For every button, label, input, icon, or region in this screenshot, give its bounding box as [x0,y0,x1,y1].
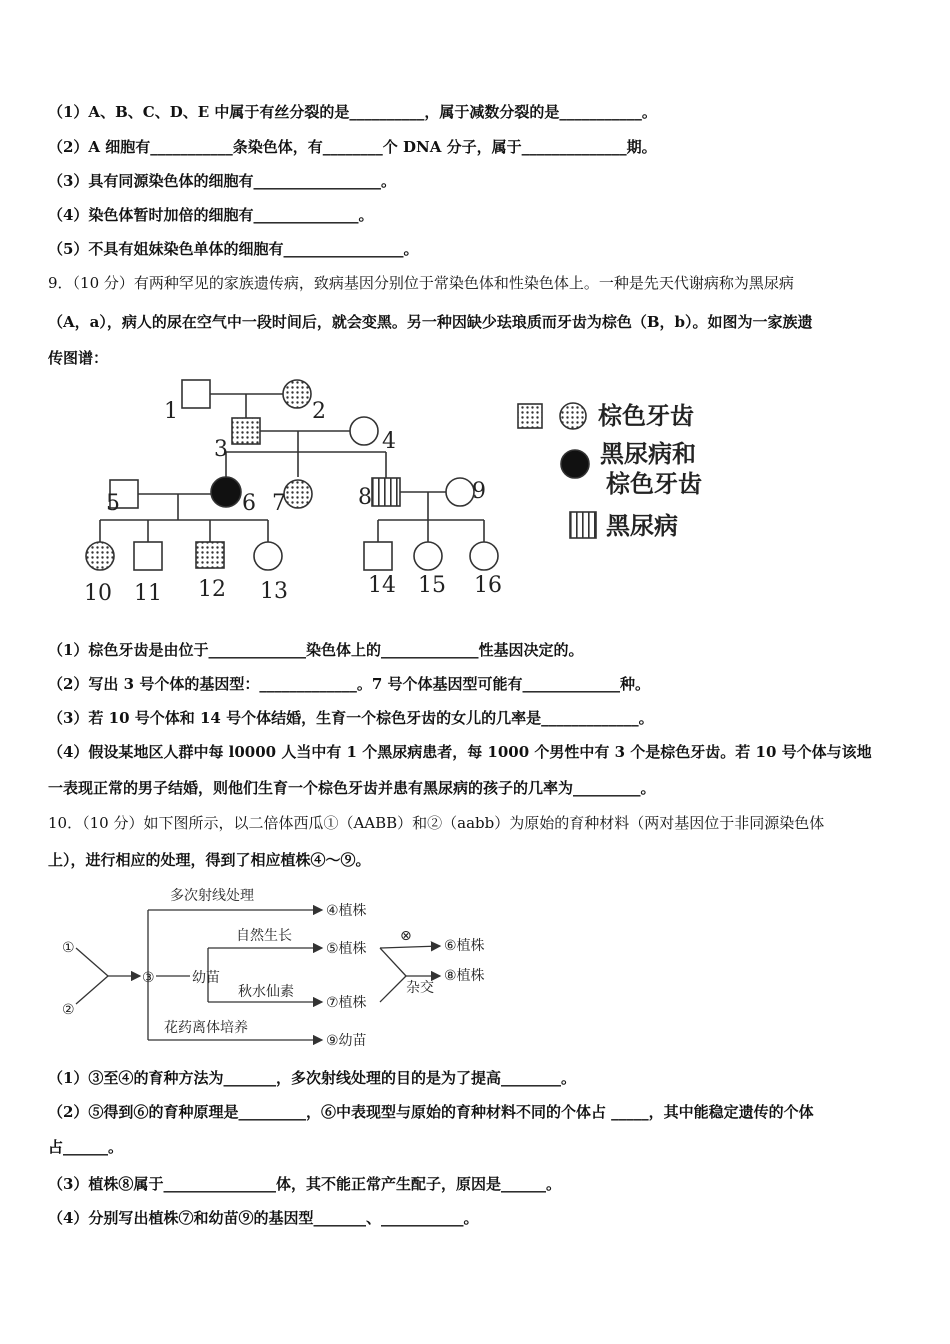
ped-label-4: 4 [382,429,396,454]
flow-seedling-9: ⑨幼苗 [326,1033,367,1049]
q8-line-3: （3）具有同源染色体的细胞有_________________。 [48,172,396,190]
flow-cross: 杂交 [406,980,434,996]
breeding-flow-diagram [50,880,520,1060]
flow-plant-4: ④植株 [326,903,367,919]
ped-label-13: 13 [260,579,288,604]
ped-ind-16 [470,542,498,570]
ped-ind-13 [254,542,282,570]
ped-ind-14 [364,542,392,570]
q8-line-1: （1）A、B、C、D、E 中属于有丝分裂的是__________，属于减数分裂的是___________。 [48,103,657,121]
ped-label-14: 14 [368,573,396,598]
q9-stem-line-3: 传图谱： [48,349,109,367]
q10-question-2: （2）⑤得到⑥的育种原理是_________，⑥中表现型与原始的育种材料不同的个体占 _____，其中能稳定遗传的个体 [48,1103,814,1121]
flow-colchicine: 秋水仙素 [238,984,294,1000]
flow-seedling: 幼苗 [192,970,220,986]
q8-line-5: （5）不具有姐妹染色单体的细胞有________________。 [48,240,419,258]
q9-stem-line-2: （A，a），病人的尿在空气中一段时间后，就会变黑。另一种因缺少珐琅质而牙齿为棕色（B，b）。如图为一家族遗 [48,313,813,331]
ped-label-8: 8 [358,485,372,510]
ped-ind-15 [414,542,442,570]
legend-brown-teeth: 棕色牙齿 [598,402,694,430]
flow-radiation: 多次射线处理 [170,888,254,904]
q10-question-3: （3）植株⑧属于_______________体，其不能正常产生配子，原因是______。 [48,1175,561,1193]
ped-label-5: 5 [106,491,120,516]
q10-stem-line-2: 上），进行相应的处理，得到了相应植株④～⑨。 [48,851,371,869]
ped-label-11: 11 [134,581,162,606]
q9-stem-line-1: 9．（10 分）有两种罕见的家族遗传病，致病基因分别位于常染色体和性染色体上。一种是先天代谢病称为黑尿病 [48,274,794,292]
ped-ind-2 [283,380,311,408]
flow-anther-culture: 花药离体培养 [164,1020,248,1036]
flow-node-2: ② [62,1002,75,1018]
q10-question-4: （4）分别写出植株⑦和幼苗⑨的基因型_______、___________。 [48,1209,479,1227]
q9-question-4-cont: 一表现正常的男子结婚，则他们生育一个棕色牙齿并患有黑尿病的孩子的几率为_________。 [48,779,656,797]
q9-question-4: （4）假设某地区人群中每 l0000 人当中有 1 个黑尿病患者，每 1000 个男性中有 3 个是棕色牙齿。若 10 号个体与该地 [48,743,872,761]
q9-question-3: （3）若 10 号个体和 14 号个体结婚，生育一个棕色牙齿的女儿的几率是_____________。 [48,709,654,727]
ped-label-7: 7 [272,491,286,516]
q9-question-1: （1）棕色牙齿是由位于_____________染色体上的_____________性基因决定的。 [48,641,584,659]
flow-node-1: ① [62,940,75,956]
q8-line-2: （2）A 细胞有___________条染色体，有________个 DNA 分子，属于______________期。 [48,138,657,156]
flow-plant-5: ⑤植株 [326,941,367,957]
legend-alkaptonuria: 黑尿病 [606,512,678,540]
ped-label-15: 15 [418,573,446,598]
legend-both-line1: 黑尿病和 [600,440,696,468]
ped-ind-3 [232,418,260,444]
flow-plant-8: ⑧植株 [444,968,485,984]
ped-ind-12 [196,542,224,568]
ped-label-9: 9 [472,479,486,504]
ped-ind-1 [182,380,210,408]
flow-natural-growth: 自然生长 [236,928,292,944]
q10-question-1: （1）③至④的育种方法为_______，多次射线处理的目的是为了提高________。 [48,1069,576,1087]
q10-question-2-cont: 占______。 [48,1138,124,1156]
flow-plant-6: ⑥植株 [444,938,485,954]
ped-ind-6 [211,477,241,507]
ped-label-12: 12 [198,577,226,602]
ped-ind-7 [284,480,312,508]
ped-ind-9 [446,478,474,506]
q10-stem-line-1: 10．（10 分）如下图所示，以二倍体西瓜①（AABB）和②（aabb）为原始的育种材料（两对基因位于非同源染色体 [48,814,825,832]
ped-label-10: 10 [84,581,112,606]
ped-label-6: 6 [242,491,256,516]
q9-question-2: （2）写出 3 号个体的基因型：_____________。7 号个体基因型可能有_____________种。 [48,675,650,693]
legend-brown-square [518,404,542,428]
ped-ind-4 [350,417,378,445]
ped-ind-11 [134,542,162,570]
legend-both-circle [561,450,589,478]
flow-node-3: ③ [142,970,155,986]
flow-selfing-symbol: ⊗ [400,928,412,944]
legend-alkaptonuria-square [570,512,596,538]
ped-label-3: 3 [214,437,228,462]
ped-ind-10 [86,542,114,570]
ped-label-2: 2 [312,399,326,424]
ped-ind-8 [372,478,400,506]
legend-both-line2: 棕色牙齿 [606,470,702,498]
pedigree-chart [70,370,730,610]
ped-label-16: 16 [474,573,502,598]
flow-plant-7: ⑦植株 [326,995,367,1011]
q8-line-4: （4）染色体暂时加倍的细胞有______________。 [48,206,374,224]
legend-brown-circle [560,403,586,429]
ped-label-1: 1 [164,399,178,424]
